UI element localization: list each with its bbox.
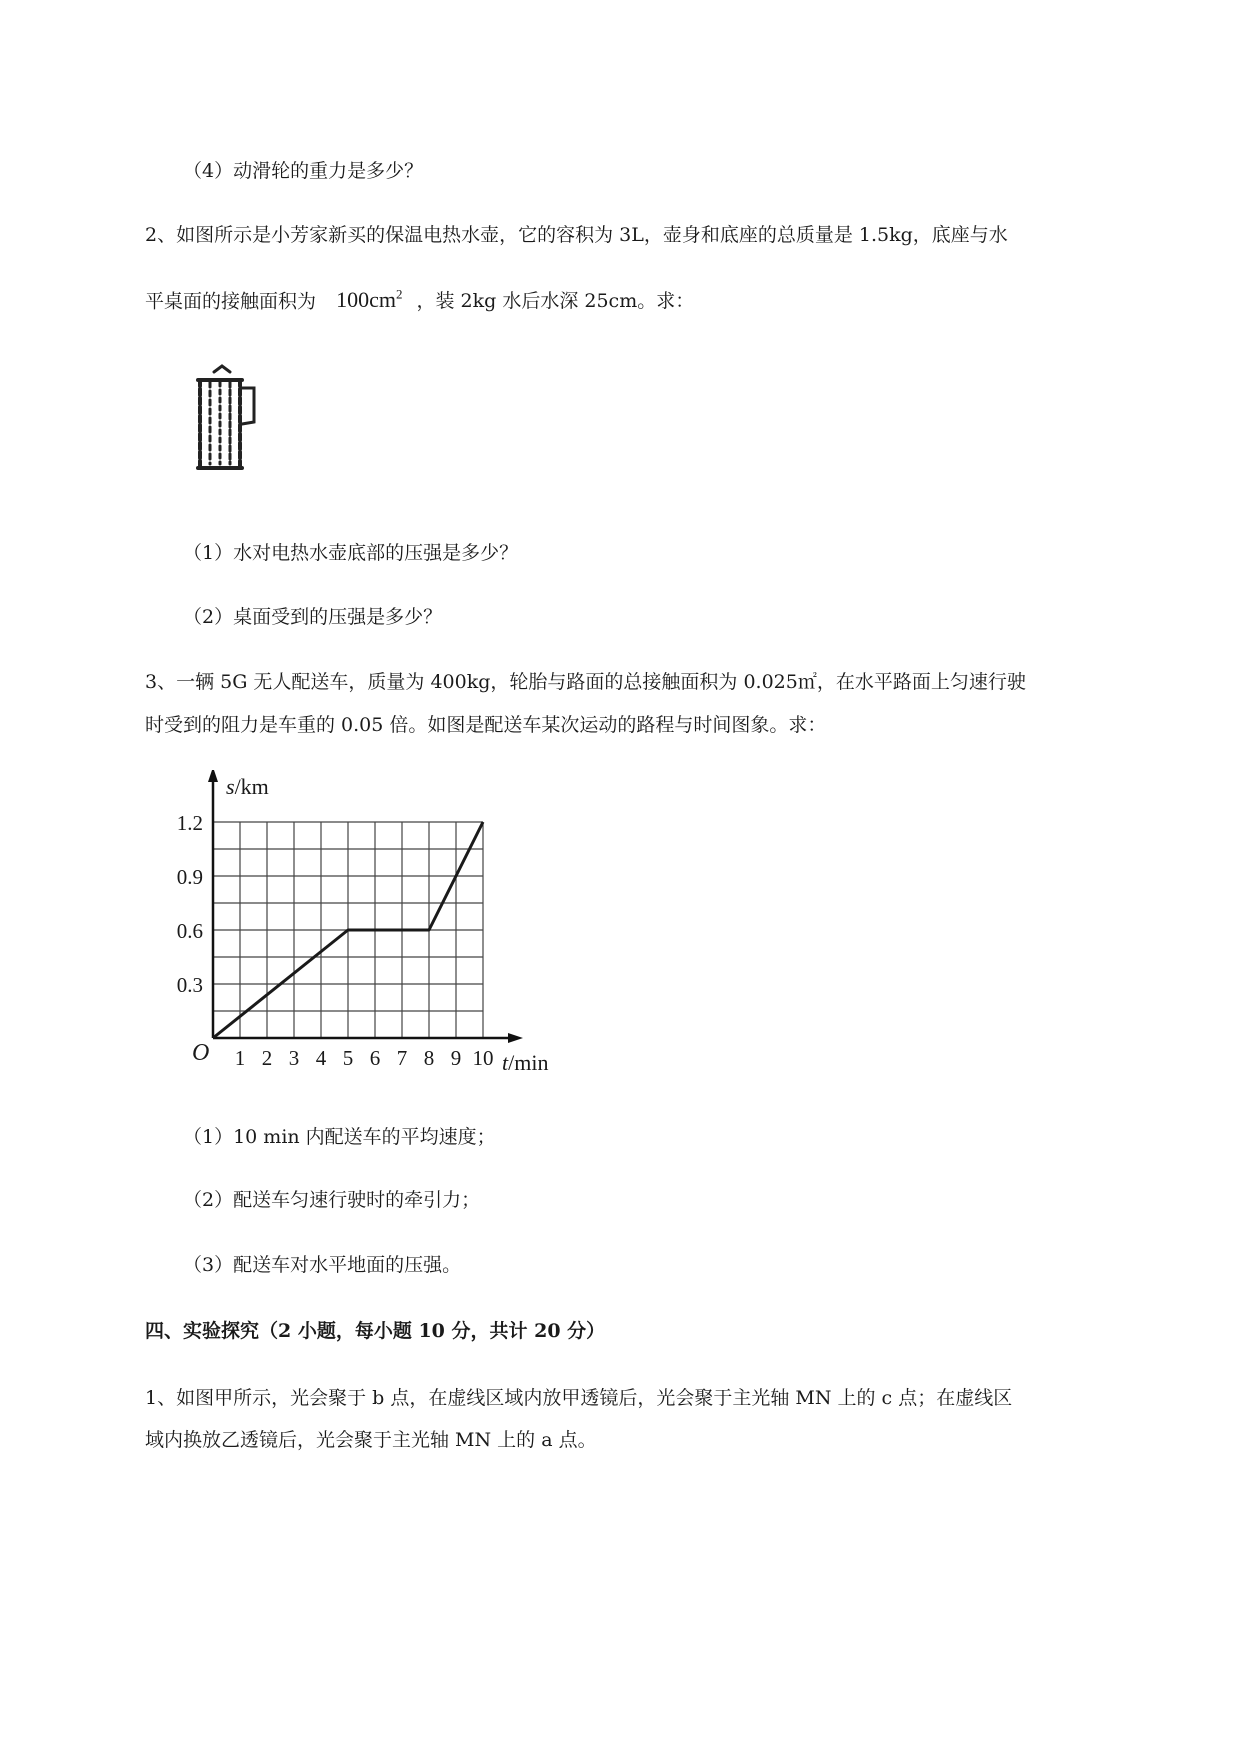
x-tick-label: 1 (234, 1046, 246, 1070)
area-value-text: 100cm (336, 287, 396, 313)
x-axis-unit: /min (508, 1050, 549, 1075)
problem-2-line-2 (145, 282, 694, 314)
origin-label: O (192, 1040, 210, 1066)
x-tick-label: 8 (423, 1046, 435, 1070)
area-value (336, 287, 402, 312)
section-4-problem-1-line-2: 域内换放乙透镜后，光会聚于主光轴 MN 上的 a 点。 (145, 1429, 597, 1451)
x-tick-label: 2 (261, 1046, 273, 1070)
problem-2-sub-2: （2）桌面受到的压强是多少？ (183, 606, 443, 628)
x-axis-arrow (508, 1033, 523, 1043)
x-axis-variable: t (502, 1050, 509, 1075)
problem-2-sub-1: （1）水对电热水壶底部的压强是多少？ (183, 542, 519, 564)
x-tick-label: 3 (288, 1046, 300, 1070)
y-tick-label: 0.6 (176, 919, 203, 943)
problem-3-sub-2: （2）配送车匀速行驶时的牵引力； (183, 1189, 481, 1211)
y-tick-label: 0.9 (176, 865, 203, 889)
problem-3-line-1: 3、一辆 5G 无人配送车，质量为 400kg，轮胎与路面的总接触面积为 0.025㎡，在水平路面上匀速行驶 (145, 671, 1026, 693)
problem-2-line-1: 2、如图所示是小芳家新买的保温电热水壶，它的容积为 3L，壶身和底座的总质量是 1.5kg，底座与水 (145, 224, 1008, 246)
x-tick-label: 10 (472, 1046, 494, 1070)
chart-axes (208, 770, 523, 1043)
x-tick-label: 5 (342, 1046, 354, 1070)
question-4-sub-4: （4）动滑轮的重力是多少？ (183, 160, 424, 182)
x-tick-label: 9 (450, 1046, 462, 1070)
problem-2-line-2-prefix: 平桌面的接触面积为 (145, 290, 317, 313)
problem-3-line-2: 时受到的阻力是车重的 0.05 倍。如图是配送车某次运动的路程与时间图象。求： (145, 714, 827, 736)
distance-time-chart (168, 770, 568, 1080)
section-4-problem-1-line-1: 1、如图甲所示，光会聚于 b 点，在虚线区域内放甲透镜后，光会聚于主光轴 MN 上的 c 点；在虚线区 (145, 1387, 1013, 1409)
x-tick-label: 4 (315, 1046, 327, 1070)
problem-3-sub-3: （3）配送车对水平地面的压强。 (183, 1254, 462, 1276)
y-tick-label: 0.3 (176, 973, 203, 997)
x-axis-label (502, 1050, 548, 1075)
area-exponent: 2 (395, 287, 403, 302)
y-axis-label (226, 774, 269, 799)
section-4-heading: 四、实验探究（2 小题，每小题 10 分，共计 20 分） (145, 1320, 606, 1342)
y-tick-label: 1.2 (176, 811, 203, 835)
y-axis-arrow (208, 770, 218, 782)
problem-3-sub-1: （1）10 min 内配送车的平均速度； (183, 1126, 496, 1148)
problem-2-line-2-suffix: ，装 2kg 水后水深 25cm。求： (416, 290, 695, 313)
y-axis-unit: /km (234, 774, 269, 799)
x-tick-label: 6 (369, 1046, 381, 1070)
x-tick-label: 7 (396, 1046, 408, 1070)
electric-kettle-image (192, 362, 260, 472)
y-axis-variable: s (226, 774, 235, 799)
